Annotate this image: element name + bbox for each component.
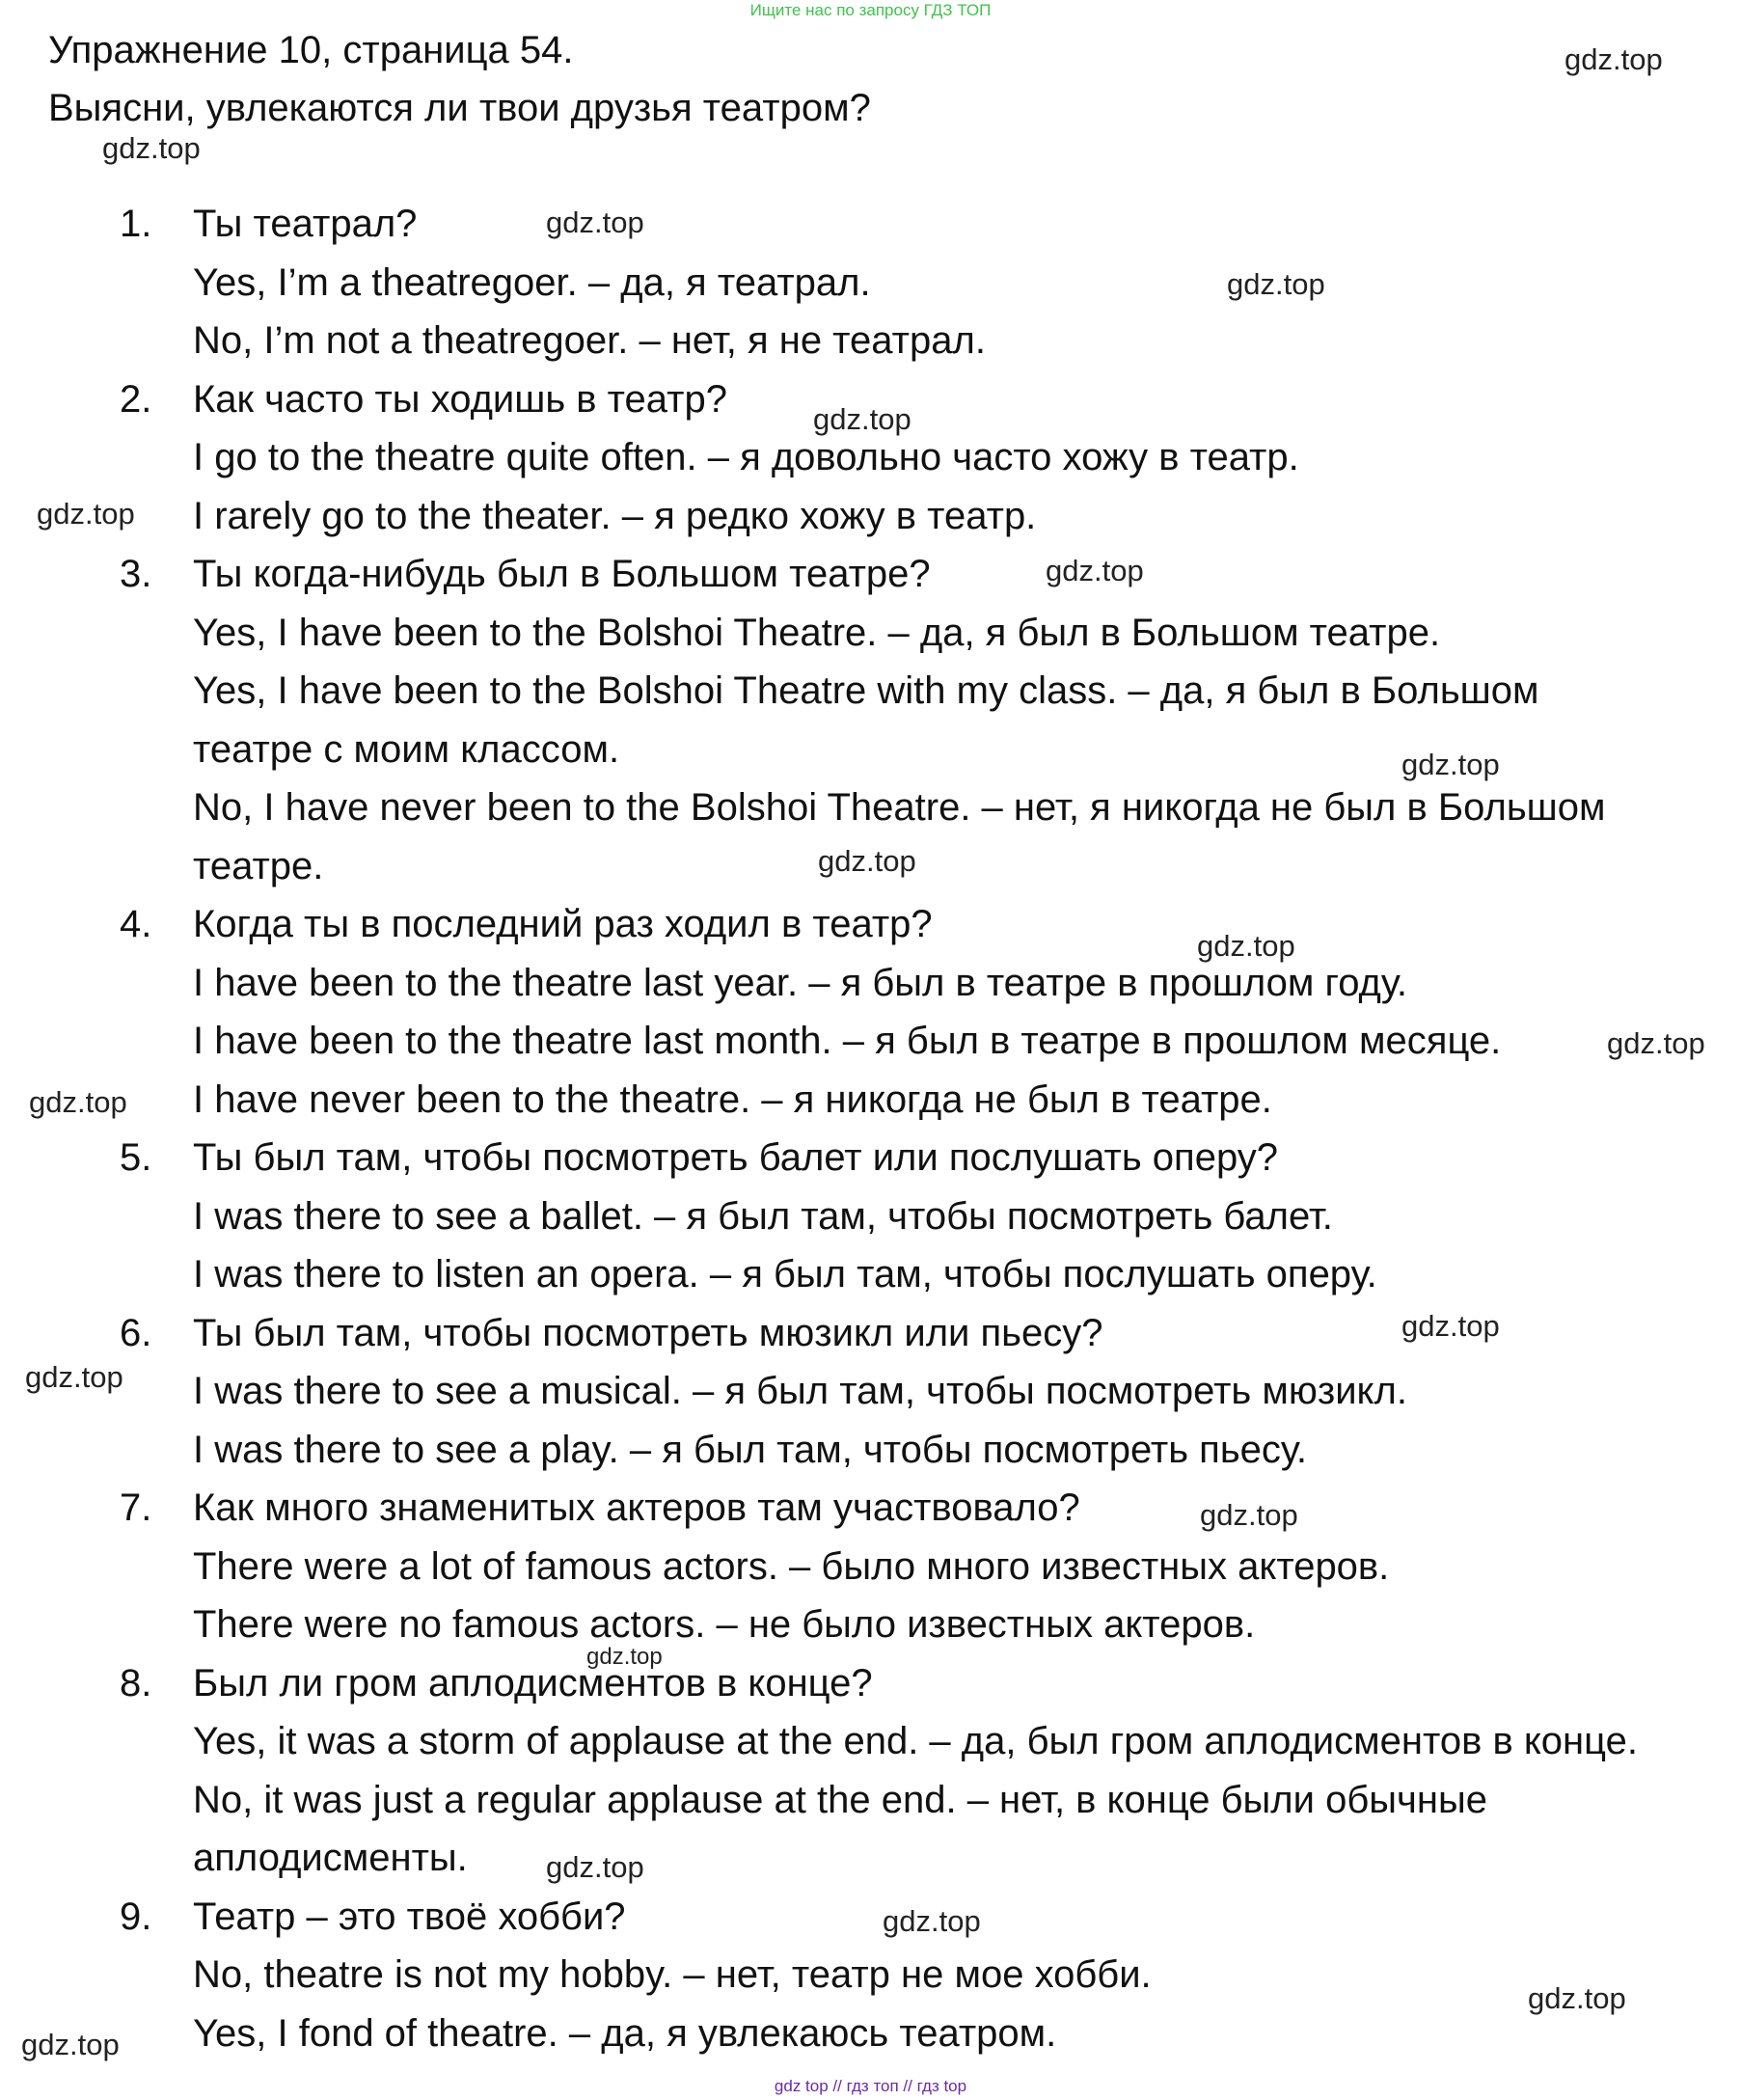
answer-text: Yes, I’m a theatregoer. – да, я театрал. [193,261,871,304]
question-text: Ты был там, чтобы посмотреть балет или послушать оперу? [193,1136,1278,1179]
answer-text: No, I’m not a theatregoer. – нет, я не театрал. [193,319,986,362]
question-text: Когда ты в последний раз ходил в театр? [193,903,933,945]
watermark: gdz.top [1401,748,1500,781]
answer-text: Yes, I have been to the Bolshoi Theatre with my class. – да, я был в Большом [193,669,1539,712]
watermark: gdz.top [883,1904,981,1938]
answer-text: театре с моим классом. [193,728,620,771]
watermark: gdz.top [546,1850,644,1884]
item-number: 7. [120,1486,152,1529]
answer-text: I was there to listen an opera. – я был там, чтобы послушать оперу. [193,1253,1377,1295]
watermark: gdz.top [818,844,916,878]
answer-text: I have never been to the theatre. – я никогда не был в театре. [193,1078,1272,1121]
bottom-banner: gdz top // гдз топ // гдз top [774,2077,967,2095]
exercise-task: Выясни, увлекаются ли твои друзья театром? [48,87,871,129]
question-text: Как много знаменитых актеров там участвовало? [193,1486,1080,1529]
watermark: gdz.top [25,1360,123,1394]
top-banner: Ищите нас по запросу ГДЗ ТОП [749,1,992,19]
item-number: 9. [120,1895,152,1938]
watermark: gdz.top [21,2028,120,2061]
watermark: gdz.top [546,205,644,239]
answer-text: аплодисменты. [193,1837,468,1879]
answer-text: I have been to the theatre last year. – я был в театре в прошлом году. [193,962,1408,1004]
exercise-title: Упражнение 10, страница 54. [48,29,574,71]
item-number: 4. [120,903,152,945]
answer-text: I was there to see a ballet. – я был там, чтобы посмотреть балет. [193,1195,1333,1238]
item-number: 8. [120,1662,152,1705]
answer-text: There were no famous actors. – не было известных актеров. [193,1603,1256,1646]
question-text: Ты когда-нибудь был в Большом театре? [193,553,931,595]
question-text: Был ли гром аплодисментов в конце? [193,1662,873,1705]
watermark: gdz.top [813,402,911,436]
item-number: 2. [120,378,152,421]
answer-text: Yes, I have been to the Bolshoi Theatre. – да, я был в Большом театре. [193,612,1441,654]
answer-text: I was there to see a play. – я был там, чтобы посмотреть пьесу. [193,1429,1308,1471]
question-text: Ты был там, чтобы посмотреть мюзикл или пьесу? [193,1312,1103,1354]
answer-text: There were a lot of famous actors. – было много известных актеров. [193,1545,1390,1588]
watermark: gdz.top [586,1644,663,1670]
item-number: 1. [120,203,152,245]
answer-text: No, I have never been to the Bolshoi Theatre. – нет, я никогда не был в Большом [193,786,1606,829]
answer-text: I rarely go to the theater. – я редко хожу в театр. [193,495,1037,537]
watermark: gdz.top [1227,267,1325,301]
question-text: Ты театрал? [193,203,418,245]
answer-text: театре. [193,845,324,887]
answer-text: I was there to see a musical. – я был там, чтобы посмотреть мюзикл. [193,1370,1407,1412]
watermark: gdz.top [1528,1981,1626,2015]
answer-text: Yes, I fond of theatre. – да, я увлекаюсь театром. [193,2012,1057,2055]
answer-text: No, theatre is not my hobby. – нет, театр не мое хобби. [193,1953,1152,1996]
answer-text: I have been to the theatre last month. – я был в театре в прошлом месяце. [193,1020,1502,1062]
item-number: 3. [120,553,152,595]
question-text: Театр – это твоё хобби? [193,1895,626,1938]
watermark: gdz.top [1564,42,1663,76]
answer-text: Yes, it was a storm of applause at the end. – да, был гром аплодисментов в конце. [193,1720,1638,1762]
item-number: 5. [120,1136,152,1179]
answer-text: I go to the theatre quite often. – я довольно часто хожу в театр. [193,436,1299,478]
watermark: gdz.top [37,497,135,531]
watermark: gdz.top [29,1085,127,1119]
watermark: gdz.top [1046,554,1144,587]
watermark: gdz.top [1200,1498,1298,1532]
item-number: 6. [120,1312,152,1354]
watermark: gdz.top [1401,1309,1500,1343]
watermark: gdz.top [1607,1026,1705,1060]
question-text: Как часто ты ходишь в театр? [193,378,727,421]
watermark: gdz.top [102,131,201,165]
answer-text: No, it was just a regular applause at the end. – нет, в конце были обычные [193,1779,1487,1821]
watermark: gdz.top [1197,929,1295,963]
